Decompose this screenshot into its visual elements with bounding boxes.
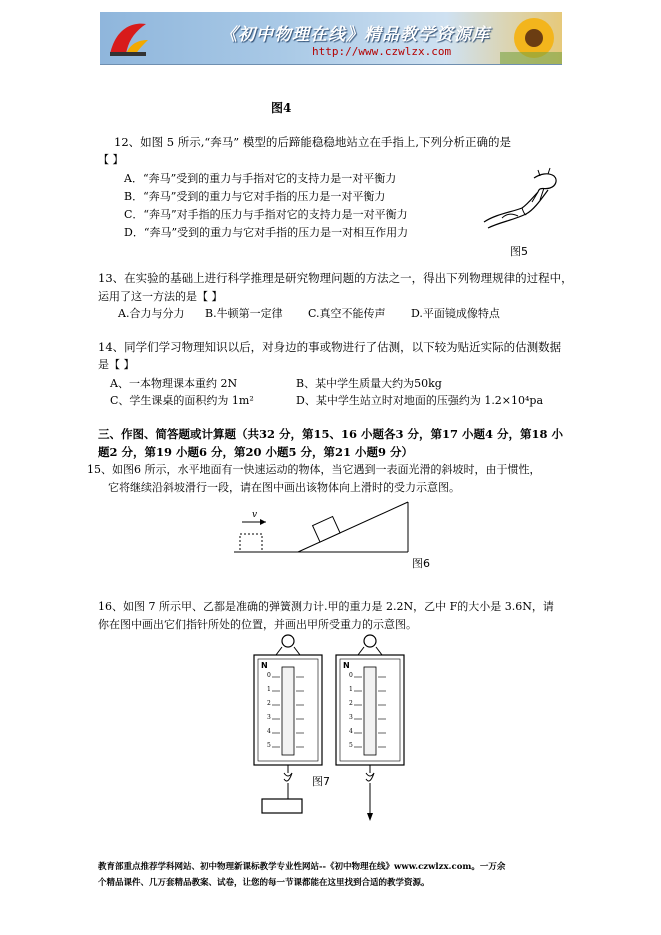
footer-line-2: 个精品课件、几万套精品教案、试卷，让您的每一节课都能在这里找到合适的教学资源。 <box>98 878 430 888</box>
site-title: 《初中物理在线》精品教学资源库 <box>220 25 490 45</box>
q13-option-a: A.合力与分力 <box>118 307 185 320</box>
section3-heading-1: 三、作图、简答题或计算题（共32 分，第15、16 小题各3 分，第17 小题4 分，第18 小 <box>98 427 564 441</box>
balance-a-tick-3: 3 <box>267 714 271 721</box>
q12-option-b: B．“奔马”受到的重力与它对手指的压力是一对平衡力 <box>124 190 386 203</box>
q14-option-d: D、某中学生站立时对地面的压强约为 1.2×10⁴pa <box>296 394 544 407</box>
velocity-label: v <box>252 510 258 520</box>
q15-line-1: 15、如图6 所示，水平地面有一快速运动的物体，当它遇到一表面光滑的斜坡时，由于惯性， <box>87 463 541 476</box>
q16-line-1: 16、如图 7 所示甲、乙都是准确的弹簧测力计.甲的重力是 2.2N，乙中 F的大小是 3.6N，请 <box>98 600 554 613</box>
fig7-caption: 图7 <box>312 775 330 788</box>
header-banner <box>100 12 562 65</box>
q14-option-c: C、学生课桌的面积约为 1m² <box>110 394 254 407</box>
q14-option-b: B、某中学生质量大约为50kg <box>296 377 442 390</box>
q13-stem: 13、在实验的基础上进行科学推理是研究物理问题的方法之一，得出下列物理规律的过程中， <box>98 271 573 285</box>
site-logo-icon <box>106 18 150 58</box>
q13-option-b: B.牛顿第一定律 <box>205 307 283 320</box>
fig5-caption: 图5 <box>510 245 528 258</box>
q12-bracket: 【 】 <box>98 153 124 166</box>
balance-b-tick-2: 2 <box>349 700 353 707</box>
q12-stem: 12、如图 5 所示,“奔马” 模型的后蹄能稳稳地站立在手指上,下列分析正确的是 <box>114 135 511 149</box>
balance-a-tick-4: 4 <box>267 728 271 735</box>
balance-a-tick-5: 5 <box>267 742 271 749</box>
section3-heading-2: 题2 分，第19 小题6 分，第20 小题5 分，第21 小题9 分） <box>98 445 414 459</box>
footer-line-1: 教育部重点推荐学科网站、初中物理新课标教学专业性网站--《初中物理在线》www.czwlzx.com。一万余 <box>98 862 506 872</box>
q12-option-c: C．“奔马”对手指的压力与手指对它的支持力是一对平衡力 <box>124 208 408 221</box>
q14-option-a: A、一本物理课本重约 2N <box>110 377 238 390</box>
q14-stem-2: 是【 】 <box>98 358 135 371</box>
spring-balance-b <box>328 633 412 823</box>
incline-figure <box>232 500 412 556</box>
fig4-caption: 图4 <box>271 101 292 115</box>
q13-option-c: C.真空不能传声 <box>308 307 386 320</box>
balance-a-unit: N <box>261 661 268 670</box>
balance-a-tick-2: 2 <box>267 700 271 707</box>
balance-a-tick-1: 1 <box>267 686 271 693</box>
q13-option-d: D.平面镜成像特点 <box>411 307 500 320</box>
balance-b-unit: N <box>343 661 350 670</box>
q12-option-a: A．“奔马”受到的重力与手指对它的支持力是一对平衡力 <box>124 172 397 185</box>
balance-b-tick-1: 1 <box>349 686 353 693</box>
spring-balance-a <box>246 633 330 823</box>
horse-on-finger-figure <box>478 168 564 240</box>
site-url[interactable]: http://www.czwlzx.com <box>312 45 452 58</box>
balance-b-tick-4: 4 <box>349 728 353 735</box>
balance-a-tick-0: 0 <box>267 672 271 679</box>
q14-stem: 14、同学们学习物理知识以后，对身边的事或物进行了估测，以下较为贴近实际的估测数据 <box>98 340 562 354</box>
fig6-caption: 图6 <box>412 557 430 570</box>
balance-b-tick-5: 5 <box>349 742 353 749</box>
q16-line-2: 你在图中画出它们指针所处的位置，并画出甲所受重力的示意图。 <box>98 618 417 631</box>
sunflower-icon <box>500 12 562 64</box>
q13-stem-2: 运用了这一方法的是【 】 <box>98 290 223 303</box>
balance-b-tick-3: 3 <box>349 714 353 721</box>
q12-option-d: D．“奔马”受到的重力与它对手指的压力是一对相互作用力 <box>124 226 409 239</box>
balance-b-tick-0: 0 <box>349 672 353 679</box>
q15-line-2: 它将继续沿斜坡滑行一段，请在图中画出该物体向上滑时的受力示意图。 <box>108 481 460 494</box>
